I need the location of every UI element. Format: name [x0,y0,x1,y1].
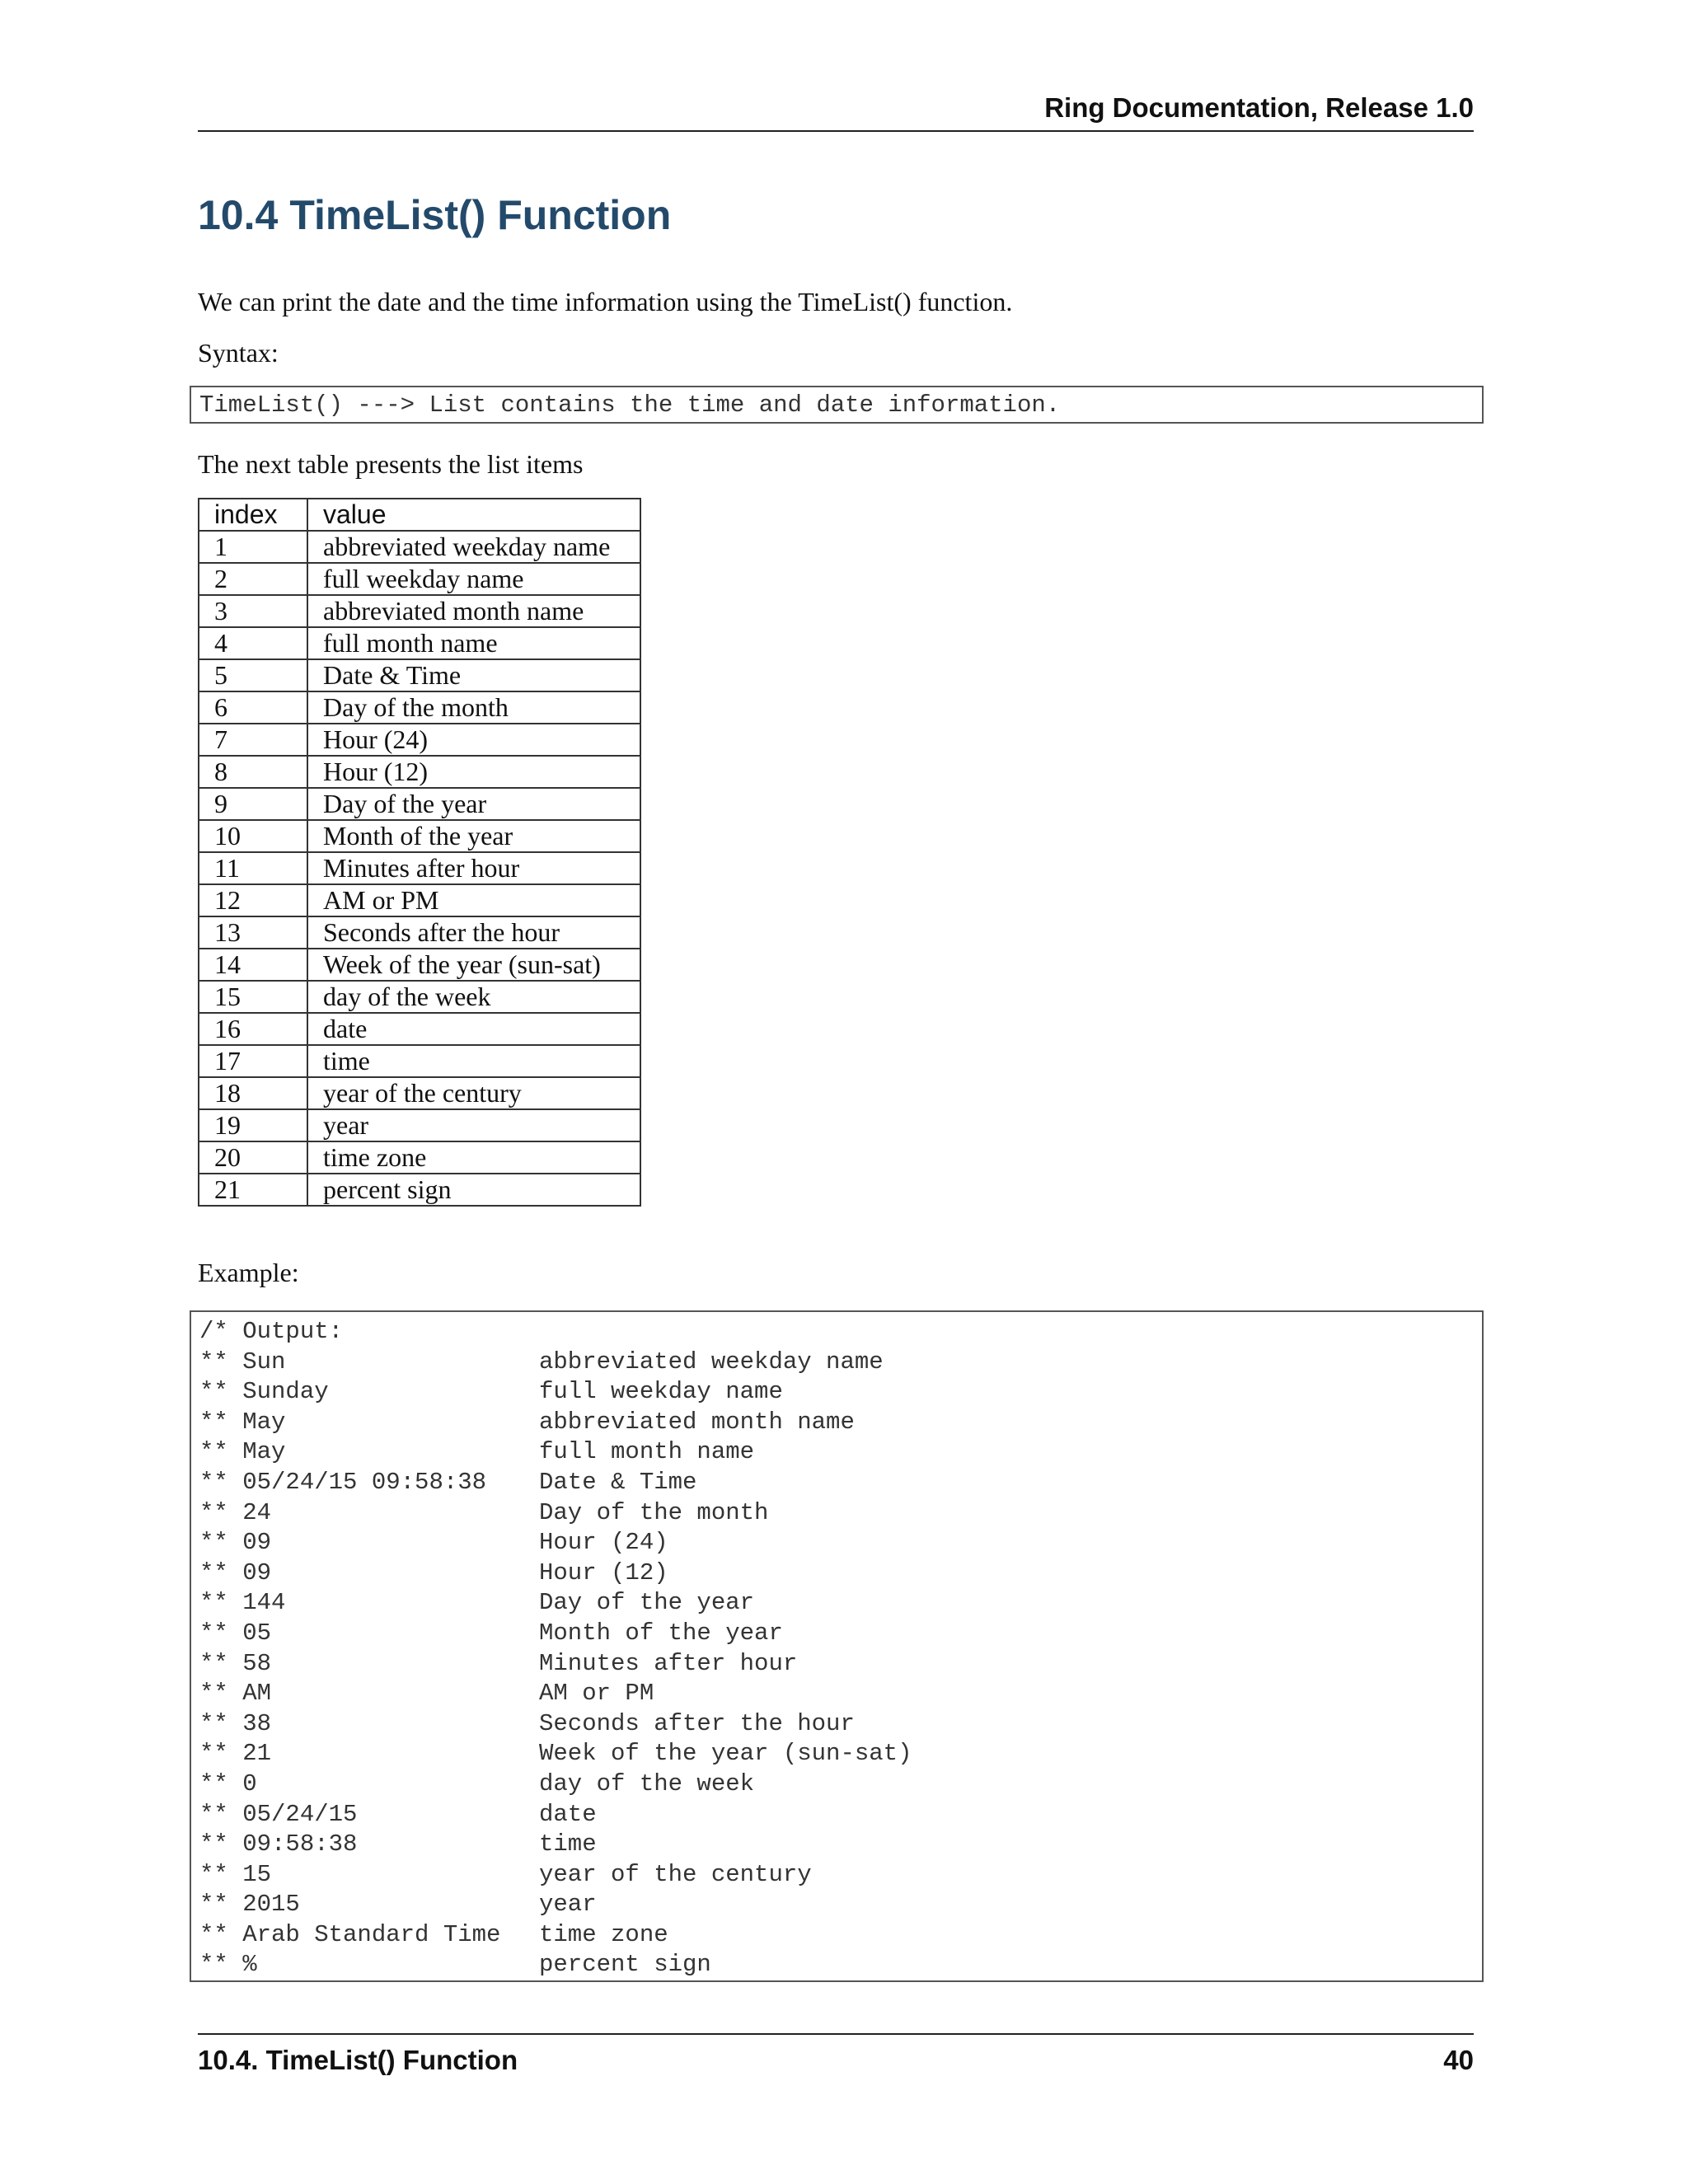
cell-value: day of the week [307,981,640,1013]
table-row [199,820,640,852]
code-output-description: date [539,1800,597,1828]
code-line [199,1649,1474,1680]
cell-value: time [307,1045,640,1077]
code-line [199,1890,1474,1920]
example-code-lines [199,1347,1474,1980]
table-row [199,724,640,756]
code-output-description: Minutes after hour [539,1649,798,1677]
cell-index: 21 [199,1174,307,1206]
code-output-value: ** AM [199,1680,272,1708]
table-row [199,1077,640,1109]
cell-index: 1 [199,531,307,563]
code-output-description: time [539,1830,597,1858]
code-line [199,1437,1474,1468]
code-output-value: ** 05/24/15 09:58:38 [199,1468,487,1496]
table-row [199,916,640,949]
code-output-description: full month name [539,1438,755,1466]
code-output-description: Month of the year [539,1619,783,1647]
table-row [199,563,640,595]
code-line [199,1468,1474,1498]
cell-index: 16 [199,1013,307,1045]
code-output-description: day of the week [539,1769,755,1797]
code-output-description: time zone [539,1920,668,1948]
table-row [199,595,640,627]
cell-value: Week of the year (sun-sat) [307,949,640,981]
code-output-value: ** 0 [199,1769,257,1797]
cell-value: Day of the year [307,788,640,820]
table-intro-paragraph: The next table presents the list items [198,449,584,479]
code-output-description: AM or PM [539,1680,654,1708]
code-output-value: ** Sun [199,1347,286,1376]
table-row [199,1109,640,1141]
code-line [199,1619,1474,1649]
syntax-label: Syntax: [198,338,279,368]
code-output-description: abbreviated weekday name [539,1347,884,1376]
cell-value: time zone [307,1141,640,1174]
column-header-index: index [199,499,307,531]
cell-index: 3 [199,595,307,627]
cell-index: 13 [199,916,307,949]
cell-value: year of the century [307,1077,640,1109]
cell-value: AM or PM [307,884,640,916]
code-line [199,1739,1474,1769]
table-row [199,691,640,724]
header-title: Ring Documentation, Release 1.0 [1044,92,1474,123]
cell-index: 8 [199,756,307,788]
table-row [199,659,640,691]
code-output-description: abbreviated month name [539,1408,855,1436]
footer-section-label: 10.4. TimeList() Function [198,2045,518,2075]
cell-index: 2 [199,563,307,595]
section-title [198,191,671,239]
cell-index: 20 [199,1141,307,1174]
cell-index: 12 [199,884,307,916]
table-row [199,627,640,659]
code-output-description: year [539,1891,597,1919]
code-output-value: ** 09 [199,1529,272,1557]
table-row [199,981,640,1013]
section-number: 10.4 [198,192,279,238]
table-row [199,949,640,981]
code-line [199,1679,1474,1709]
table-header-row [199,499,640,531]
code-output-value: ** 09:58:38 [199,1830,358,1858]
cell-index: 9 [199,788,307,820]
table-row [199,1174,640,1206]
table-body [199,531,640,1206]
table-row [199,531,640,563]
code-output-description: full weekday name [539,1378,783,1406]
code-output-value: ** 2015 [199,1891,300,1919]
page-footer [198,2033,1474,2075]
code-output-description: Seconds after the hour [539,1709,855,1737]
code-output-description: year of the century [539,1860,812,1888]
code-output-description: Hour (24) [539,1529,668,1557]
example-label: Example: [198,1258,299,1287]
cell-value: Hour (12) [307,756,640,788]
code-line [199,1498,1474,1529]
cell-value: Hour (24) [307,724,640,756]
code-output-value: ** 15 [199,1860,272,1888]
table-row [199,884,640,916]
cell-value: full weekday name [307,563,640,595]
table-row [199,852,640,884]
cell-value: Date & Time [307,659,640,691]
code-output-description: Day of the month [539,1498,769,1526]
code-output-description: Hour (12) [539,1558,668,1586]
code-comment-line: /* Output: [199,1318,344,1345]
code-output-value: ** May [199,1438,286,1466]
code-line [199,1588,1474,1619]
example-code-block [190,1310,1484,1982]
intro-paragraph: We can print the date and the time information using the TimeList() function. [198,287,1013,316]
code-output-value: ** 21 [199,1740,272,1768]
table-row [199,1045,640,1077]
code-output-value: ** 24 [199,1498,272,1526]
code-output-value: ** Arab Standard Time [199,1920,501,1948]
cell-index: 4 [199,627,307,659]
cell-index: 19 [199,1109,307,1141]
table-row [199,788,640,820]
cell-index: 6 [199,691,307,724]
code-output-description: percent sign [539,1951,711,1979]
cell-index: 17 [199,1045,307,1077]
timelist-items-table [198,498,641,1207]
syntax-code-block [190,386,1484,424]
code-line [199,1769,1474,1800]
code-output-value: ** 58 [199,1649,272,1677]
code-output-description: Date & Time [539,1468,697,1496]
code-output-value: ** 05 [199,1619,272,1647]
syntax-code: TimeList() ---> List contains the time and date information. [199,391,1061,419]
code-line [199,1709,1474,1740]
code-line [199,1558,1474,1589]
cell-value: Seconds after the hour [307,916,640,949]
cell-index: 5 [199,659,307,691]
code-line [199,1377,1474,1408]
code-output-value: ** May [199,1408,286,1436]
cell-value: abbreviated weekday name [307,531,640,563]
section-title-text: TimeList() Function [289,192,672,238]
cell-value: Minutes after hour [307,852,640,884]
code-line [199,1920,1474,1951]
cell-value: Month of the year [307,820,640,852]
cell-value: full month name [307,627,640,659]
code-output-description: Week of the year (sun-sat) [539,1740,912,1768]
code-output-value: ** 05/24/15 [199,1800,358,1828]
table-row [199,1141,640,1174]
code-line [199,1528,1474,1558]
code-output-value: ** Sunday [199,1378,329,1406]
code-output-value: ** 38 [199,1709,272,1737]
cell-index: 18 [199,1077,307,1109]
cell-value: year [307,1109,640,1141]
code-line [199,1347,1474,1378]
code-output-value: ** 144 [199,1589,286,1617]
cell-value: Day of the month [307,691,640,724]
page-number: 40 [1443,2045,1474,2075]
column-header-value: value [307,499,640,531]
code-output-description: Day of the year [539,1589,755,1617]
page-header [198,92,1474,132]
cell-value: abbreviated month name [307,595,640,627]
code-line [199,1950,1474,1980]
cell-index: 7 [199,724,307,756]
code-line [199,1860,1474,1891]
code-output-value: ** 09 [199,1558,272,1586]
cell-index: 11 [199,852,307,884]
cell-index: 14 [199,949,307,981]
table-row [199,1013,640,1045]
code-output-value: ** % [199,1951,257,1979]
code-line [199,1800,1474,1830]
code-line [199,1830,1474,1860]
cell-value: date [307,1013,640,1045]
cell-index: 10 [199,820,307,852]
table-row [199,756,640,788]
cell-index: 15 [199,981,307,1013]
cell-value: percent sign [307,1174,640,1206]
code-line [199,1408,1474,1438]
